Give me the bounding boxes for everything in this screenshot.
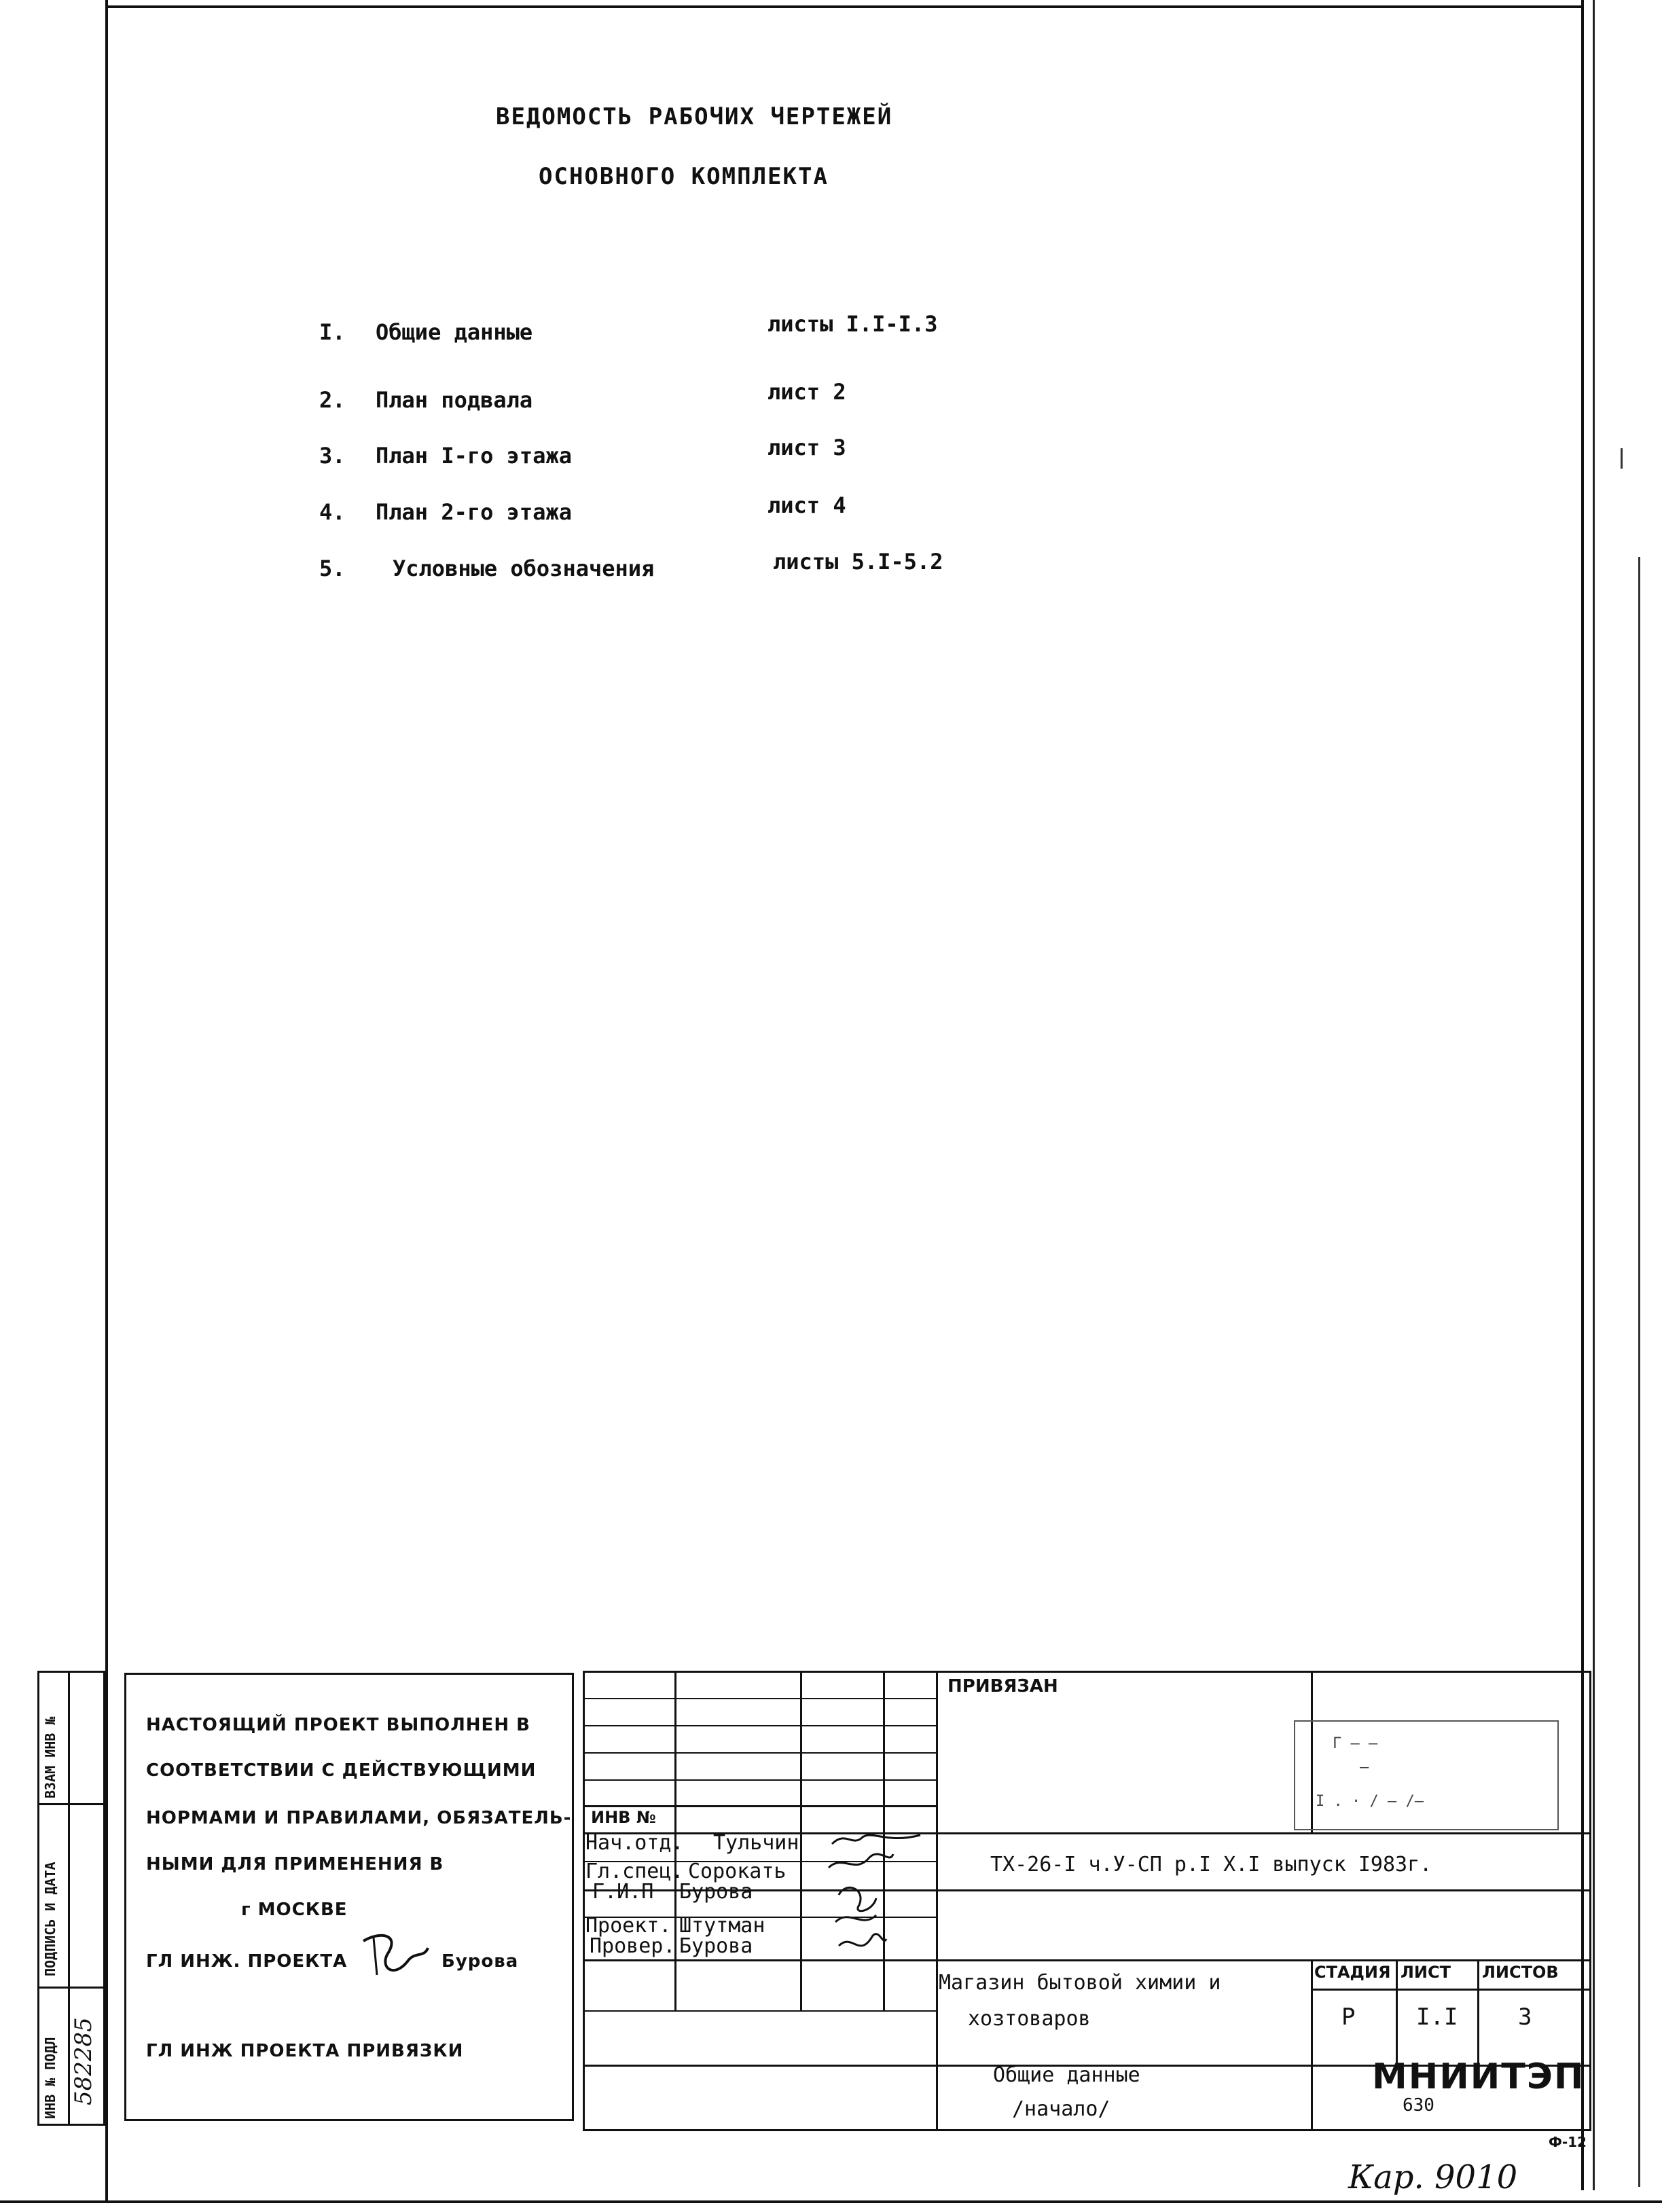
sheet-edge-line — [1593, 0, 1595, 2190]
toc-sheets: листы 5.I-5.2 — [773, 549, 943, 575]
staff-role: Провер. — [590, 1934, 676, 1958]
toc-number: 5. — [319, 556, 346, 581]
signature-scribble — [825, 1827, 927, 1965]
sheet-label: ЛИСТ — [1401, 1963, 1451, 1982]
toc-number: 4. — [319, 499, 346, 525]
stage-label: СТАДИЯ — [1314, 1963, 1391, 1982]
toc-sheets: лист 3 — [767, 435, 846, 460]
vzam-inv-label: ВЗАМ ИНВ № — [42, 1716, 58, 1798]
toc-number: 2. — [319, 387, 346, 413]
stage-value: Р — [1341, 2004, 1356, 2031]
toc-label: План I-го этажа — [376, 443, 572, 469]
document-subtitle: ОСНОВНОГО КОМПЛЕКТА — [539, 163, 829, 190]
inv-label: ИНВ № — [591, 1808, 656, 1827]
scan-edge-mark — [1621, 448, 1623, 469]
note-city: г МОСКВЕ — [241, 1900, 348, 1920]
sheet-name-line2: /начало/ — [1012, 2097, 1110, 2121]
inv-podl-label: ИНВ № ПОДЛ — [42, 2037, 58, 2119]
staff-name: Тульчин — [713, 1831, 799, 1855]
toc-label: План 2-го этажа — [376, 499, 572, 525]
organization-name: МНИИТЭП — [1372, 2056, 1585, 2097]
toc-label: План подвала — [376, 387, 533, 413]
handwritten-note: Кар. 9010 — [1348, 2158, 1518, 2196]
staff-role: Г.И.П — [592, 1880, 654, 1904]
staff-name: Штутман — [679, 1914, 765, 1938]
margin-strip-rule — [37, 1987, 105, 1989]
document-title: ВЕДОМОСТЬ РАБОЧИХ ЧЕРТЕЖЕЙ — [496, 103, 893, 130]
sheet-name-line1: Общие данные — [993, 2063, 1140, 2087]
toc-label: Условные обозначения — [393, 556, 655, 581]
toc-sheets: лист 4 — [767, 492, 846, 518]
signature-date-label: ПОДПИСЬ И ДАТА — [42, 1862, 58, 1976]
staff-name: Сорокать — [688, 1860, 787, 1883]
object-name-line2: хозтоваров — [968, 2007, 1091, 2031]
toc-number: 3. — [319, 443, 346, 469]
staff-role: Проект. — [585, 1914, 672, 1938]
staff-name: Бурова — [679, 1934, 753, 1958]
frame-top-border — [105, 5, 1583, 8]
margin-strip-rule — [37, 1803, 105, 1805]
toc-label: Общие данные — [376, 319, 533, 345]
approval-stamp: Г — — — I . · / — /— — [1294, 1720, 1559, 1830]
staff-role: Гл.спец. — [585, 1860, 684, 1883]
sheets-count-value: 3 — [1518, 2004, 1532, 2031]
binding-engineer-label: ГЛ ИНЖ ПРОЕКТА ПРИВЯЗКИ — [146, 2041, 464, 2061]
organization-code: 630 — [1403, 2095, 1434, 2116]
toc-sheets: листы I.I-I.3 — [767, 311, 938, 337]
note-line: НАСТОЯЩИЙ ПРОЕКТ ВЫПОЛНЕН В — [146, 1715, 530, 1735]
scan-edge-mark — [1638, 557, 1640, 2187]
toc-sheets: лист 2 — [767, 379, 846, 405]
form-code: Ф-12 — [1549, 2134, 1587, 2150]
object-name-line1: Магазин бытовой химии и — [939, 1971, 1221, 1995]
sheets-count-label: ЛИСТОВ — [1482, 1963, 1559, 1982]
note-line: СООТВЕТСТВИИ С ДЕЙСТВУЮЩИМИ — [146, 1760, 537, 1781]
staff-role: Нач.отд. — [585, 1831, 684, 1855]
frame-left-border — [105, 0, 108, 2200]
note-line: НОРМАМИ И ПРАВИЛАМИ, ОБЯЗАТЕЛЬ- — [146, 1808, 572, 1828]
toc-number: I. — [319, 319, 346, 345]
staff-name: Бурова — [679, 1880, 753, 1904]
chief-engineer-signature — [360, 1927, 435, 1990]
chief-engineer-label: ГЛ ИНЖ. ПРОЕКТА — [146, 1951, 348, 1972]
inventory-number: 582285 — [70, 2017, 97, 2105]
frame-right-border — [1581, 0, 1584, 2190]
frame-bottom-border — [0, 2200, 1662, 2203]
project-code: ТХ-26-I ч.У-СП р.I Х.I выпуск I983г. — [990, 1853, 1432, 1876]
chief-engineer-name: Бурова — [441, 1951, 519, 1972]
note-line: НЫМИ ДЛЯ ПРИМЕНЕНИЯ В — [146, 1854, 444, 1874]
sheet-value: I.I — [1416, 2004, 1458, 2031]
privyazan-label: ПРИВЯЗАН — [947, 1676, 1058, 1697]
